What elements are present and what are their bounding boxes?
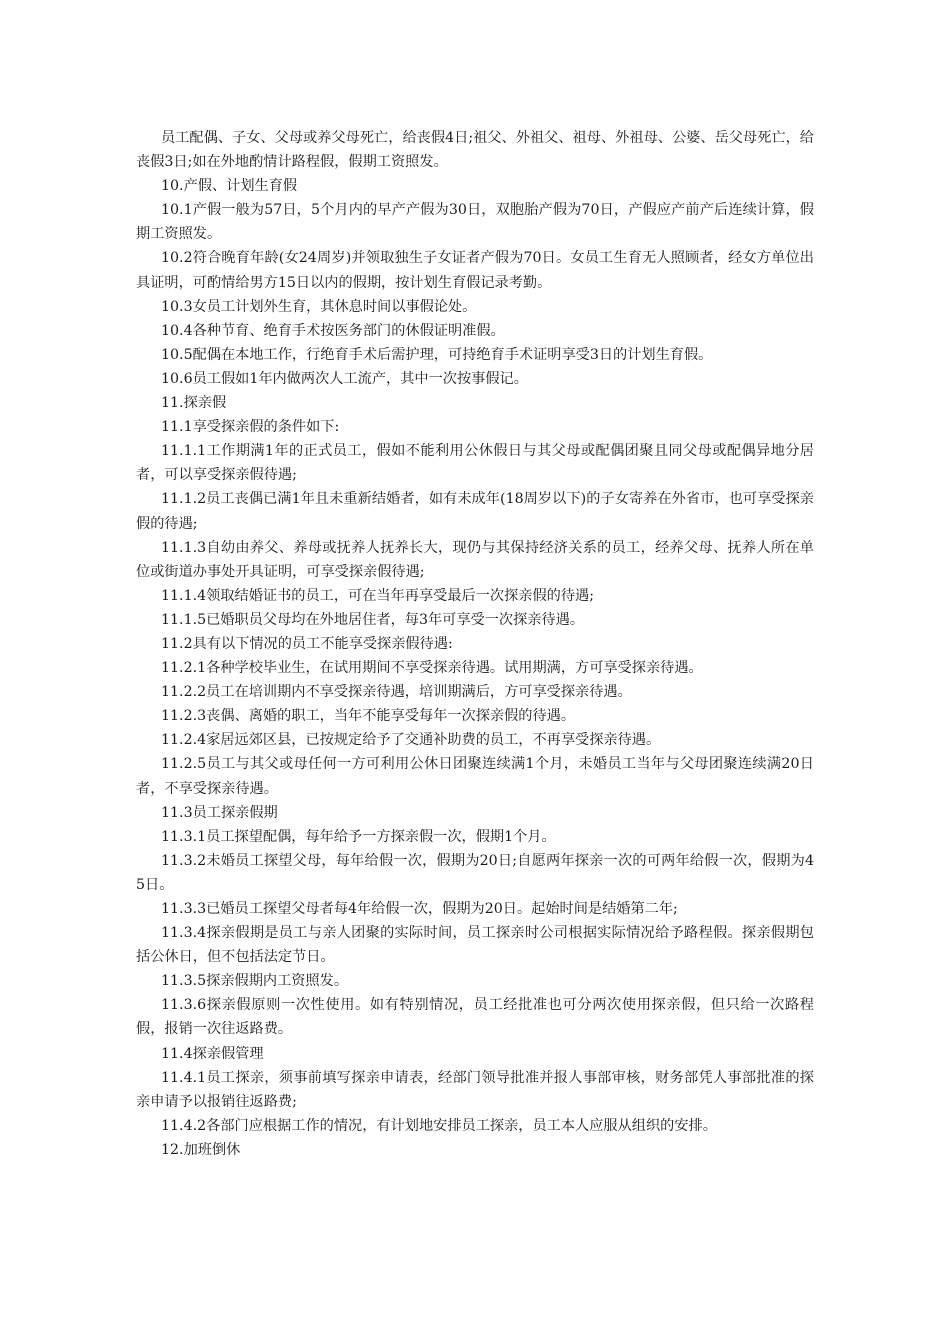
paragraph-bereavement-leave: 员工配偶、子女、父母或养父母死亡，给丧假4日;祖父、外祖父、祖母、外祖母、公婆、岳父母死亡，给丧假3日;如在外地酌情计路程假，假期工资照发。 — [136, 130, 814, 171]
paragraph-11-2-5: 11.2.5员工与其父或母任何一方可利用公休日团聚连续满1个月，未婚员工当年与父母团聚连续满20日者，不享受探亲待遇。 — [136, 756, 814, 797]
heading-overtime-compensation: 12.加班倒休 — [161, 1141, 241, 1158]
paragraph-11-3-2: 11.3.2未婚员工探望父母，每年给假一次，假期为20日;自愿两年探亲一次的可两年给假一次，假期为45日。 — [136, 852, 814, 893]
paragraph-11-1-3: 11.1.3自幼由养父、养母或抚养人抚养长大，现仍与其保持经济关系的员工，经养父母、抚养人所在单位或街道办事处开具证明，可享受探亲假待遇; — [136, 539, 814, 580]
paragraph-10-2: 10.2符合晚育年龄(女24周岁)并领取独生子女证者产假为70日。女员工生育无人照顾者，经女方单位出具证明，可酌情给男方15日以内的假期，按计划生育假记录考勤。 — [136, 250, 814, 291]
paragraph-11-2-2: 11.2.2员工在培训期内不享受探亲待遇，培训期满后，方可享受探亲待遇。 — [161, 684, 632, 701]
paragraph-11-3-4: 11.3.4探亲假期是员工与亲人团聚的实际时间，员工探亲时公司根据实际情况给予路程假。探亲假期包括公休日，但不包括法定节日。 — [136, 925, 814, 966]
paragraph-11-4-2: 11.4.2各部门应根据工作的情况，有计划地安排员工探亲，员工本人应服从组织的安排。 — [161, 1117, 717, 1134]
paragraph-11-3: 11.3员工探亲假期 — [161, 804, 278, 821]
paragraph-11-2: 11.2具有以下情况的员工不能享受探亲假待遇: — [161, 635, 453, 652]
paragraph-11-1-1: 11.1.1工作期满1年的正式员工，假如不能利用公休假日与其父母或配偶团聚且同父母或配偶异地分居者，可以享受探亲假待遇; — [136, 443, 814, 484]
paragraph-11-1-2: 11.1.2员工丧偶已满1年且未重新结婚者，如有未成年(18周岁以下)的子女寄养在外省市，也可享受探亲假的待遇; — [136, 491, 814, 532]
paragraph-11-4: 11.4探亲假管理 — [161, 1045, 264, 1062]
paragraph-11-1-5: 11.1.5已婚职员父母均在外地居住者，每3年可享受一次探亲待遇。 — [161, 611, 585, 628]
paragraph-11-3-1: 11.3.1员工探望配偶，每年给予一方探亲假一次，假期1个月。 — [161, 828, 556, 845]
paragraph-11-4-1: 11.4.1员工探亲，须事前填写探亲申请表，经部门领导批准并报人事部审核，财务部凭人事部批准的探亲申请予以报销往返路费; — [136, 1069, 814, 1110]
paragraph-11-1-4: 11.1.4领取结婚证书的员工，可在当年再享受最后一次探亲假的待遇; — [161, 587, 594, 604]
paragraph-11-2-4: 11.2.4家居远郊区县，已按规定给予了交通补助费的员工，不再享受探亲待遇。 — [161, 732, 661, 749]
paragraph-10-6: 10.6员工假如1年内做两次人工流产，其中一次按事假记。 — [161, 370, 528, 387]
heading-home-leave: 11.探亲假 — [161, 395, 227, 412]
paragraph-10-3: 10.3女员工计划外生育，其休息时间以事假论处。 — [161, 298, 477, 315]
paragraph-10-5: 10.5配偶在本地工作，行绝育手术后需护理，可持绝育手术证明享受3日的计划生育假。 — [161, 346, 713, 363]
paragraph-11-2-3: 11.2.3丧偶、离婚的职工，当年不能享受每年一次探亲假的待遇。 — [161, 708, 576, 725]
paragraph-10-1: 10.1产假一般为57日，5个月内的早产产假为30日，双胞胎产假为70日，产假应产前产后连续计算，假期工资照发。 — [136, 202, 814, 243]
paragraph-11-3-5: 11.3.5探亲假期内工资照发。 — [161, 973, 349, 990]
paragraph-11-1: 11.1享受探亲假的条件如下: — [161, 419, 340, 436]
paragraph-10-4: 10.4各种节育、绝育手术按医务部门的休假证明准假。 — [161, 322, 505, 339]
paragraph-11-3-6: 11.3.6探亲假原则一次性使用。如有特别情况，员工经批准也可分两次使用探亲假，但只给一次路程假，报销一次往返路费。 — [136, 997, 814, 1038]
document-body — [136, 126, 814, 1162]
paragraph-11-3-3: 11.3.3已婚员工探望父母者每4年给假一次，假期为20日。起始时间是结婚第二年; — [161, 901, 678, 917]
heading-maternity-leave: 10.产假、计划生育假 — [161, 178, 298, 195]
paragraph-11-2-1: 11.2.1各种学校毕业生，在试用期间不享受探亲待遇。试用期满，方可享受探亲待遇。 — [161, 660, 703, 677]
